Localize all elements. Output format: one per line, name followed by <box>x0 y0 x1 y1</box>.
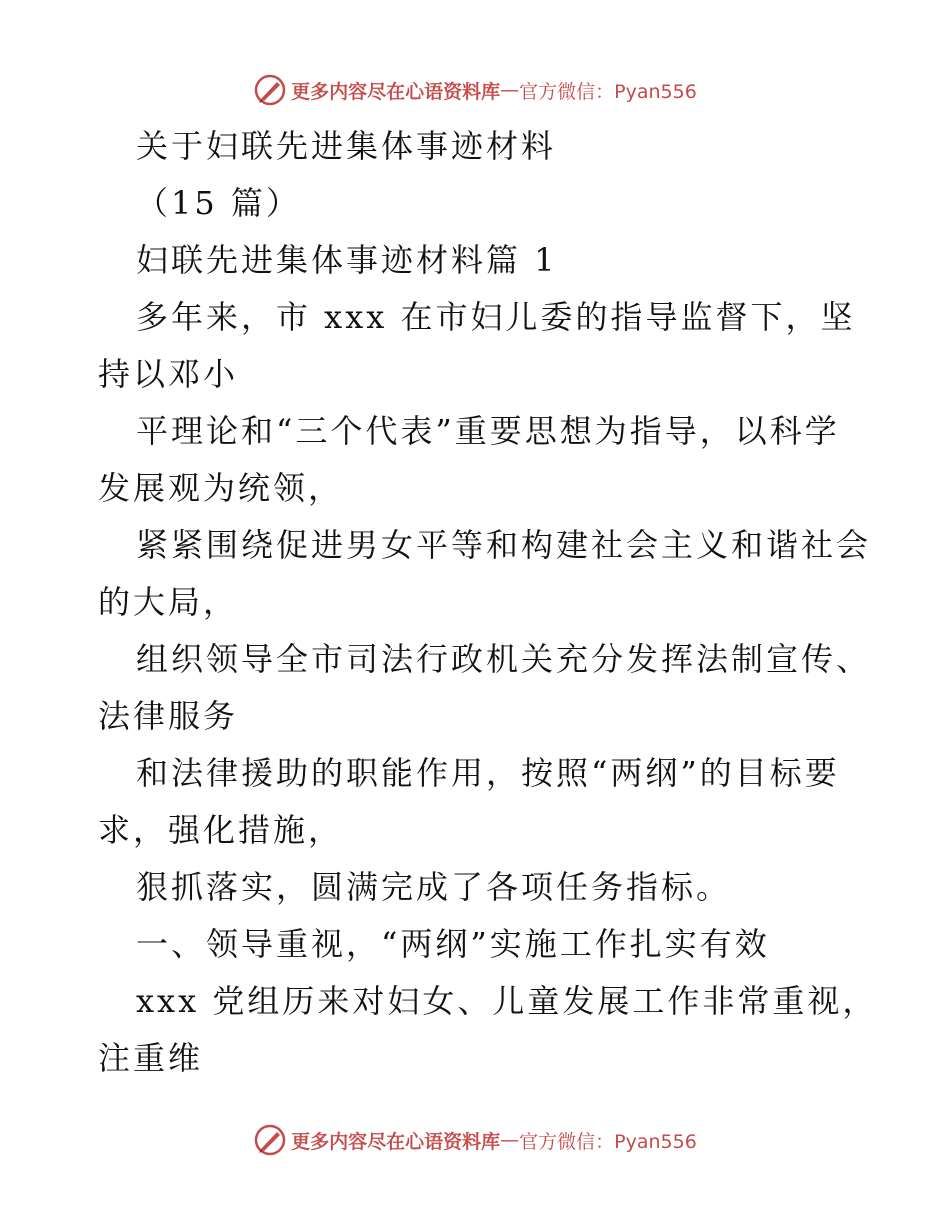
paragraph-line: 发展观为统领， <box>98 469 344 507</box>
paragraph-line: 和法律援助的职能作用，按照“两纲”的目标要 <box>136 754 840 792</box>
section-heading: 妇联先进集体事迹材料篇 1 <box>136 241 558 279</box>
watermark-wechat: 官方微信：Pyan556 <box>519 80 697 103</box>
paragraph-line: 注重维 <box>98 1039 204 1077</box>
paragraph-line: 持以邓小 <box>98 355 239 393</box>
document-subtitle: （15 篇） <box>136 184 301 222</box>
paragraph-line: 法律服务 <box>98 697 239 735</box>
watermark-text: 更多内容尽在心语资料库 <box>291 80 501 103</box>
paragraph-line: 紧紧围绕促进男女平等和构建社会主义和谐社会 <box>136 526 872 564</box>
document-body <box>98 118 878 1087</box>
watermark-separator: — <box>500 79 520 101</box>
section-subheading: 一、领导重视，“两纲”实施工作扎实有效 <box>136 925 770 963</box>
paragraph-line: 狠抓落实，圆满完成了各项任务指标。 <box>136 868 732 906</box>
pen-logo-icon <box>253 1123 287 1157</box>
paragraph-line: 的大局， <box>98 583 239 621</box>
watermark-wechat: 官方微信：Pyan556 <box>519 1130 697 1153</box>
paragraph-line: 组织领导全市司法行政机关充分发挥法制宣传、 <box>136 640 872 678</box>
document-title: 关于妇联先进集体事迹材料 <box>136 127 557 165</box>
paragraph-line: 求，强化措施， <box>98 811 344 849</box>
pen-logo-icon <box>253 73 287 107</box>
paragraph-line: xxx 党组历来对妇女、儿童发展工作非常重视， <box>136 982 878 1020</box>
footer-watermark <box>0 1120 950 1160</box>
header-watermark <box>0 70 950 110</box>
paragraph-line: 多年来，市 xxx 在市妇儿委的指导监督下，坚 <box>136 298 856 336</box>
watermark-separator: — <box>500 1129 520 1151</box>
paragraph-line: 平理论和“三个代表”重要思想为指导，以科学 <box>136 412 840 450</box>
watermark-text: 更多内容尽在心语资料库 <box>291 1130 501 1153</box>
